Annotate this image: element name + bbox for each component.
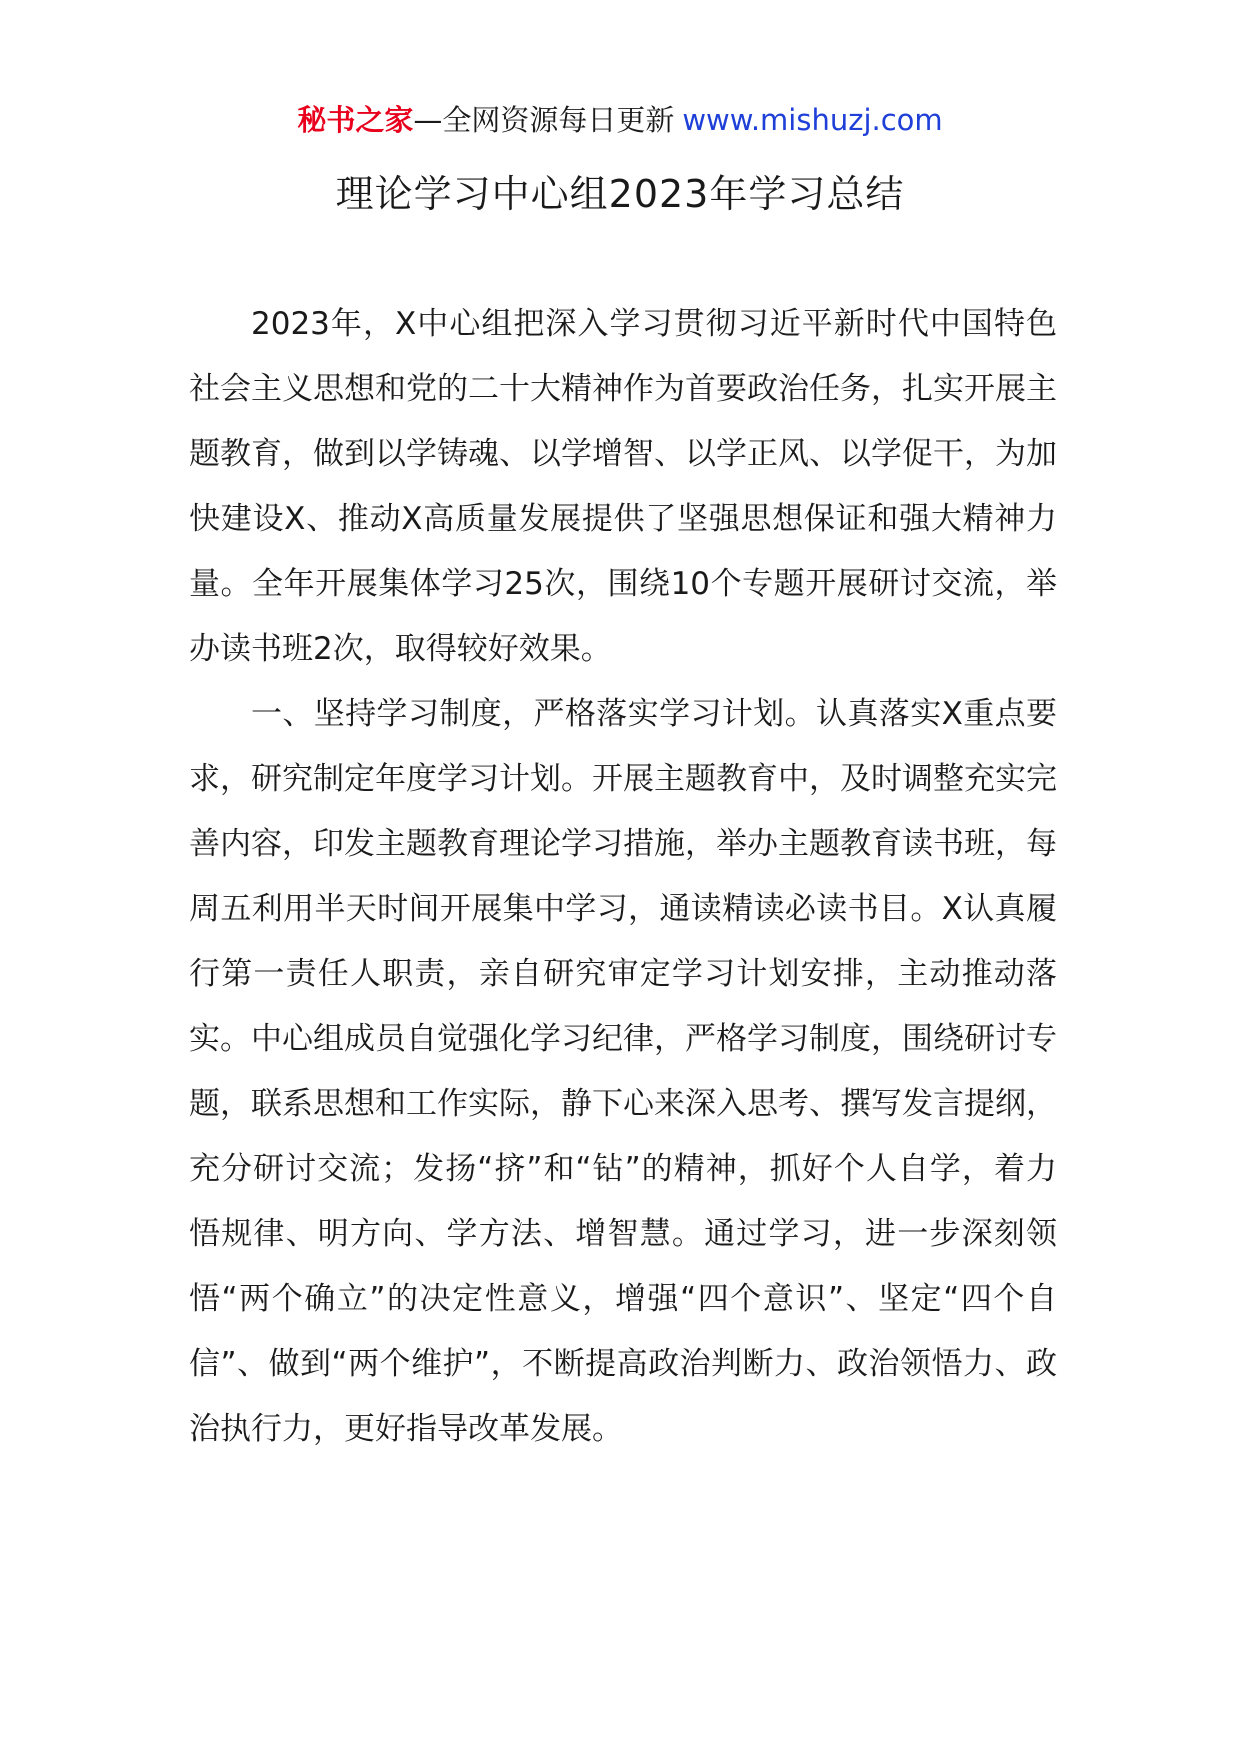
document-title: 理论学习中心组2023年学习总结: [335, 172, 905, 216]
paragraph-intro-text: 2023年，X中心组把深入学习贯彻习近平新时代中国特色社会主义思想和党的二十大精神作为首要政治任务，扎实开展主题教育，做到以学铸魂、以学增智、以学正风、以学促干，为加快建设X、推动X高质量发展提供了坚强思想保证和强大精神力量。全年开展集体学习25次，围绕10个专题开展研讨交流，举办读书班2次，取得较好效果。: [189, 306, 1057, 667]
paragraph-section-1: [189, 682, 1057, 1462]
document-body: [189, 292, 1057, 1462]
site-slogan: —全网资源每日更新: [413, 103, 675, 137]
brand-name: 秘书之家: [297, 103, 414, 137]
section-1-text: 认真落实X重点要求，研究制定年度学习计划。开展主题教育中，及时调整充实完善内容，印发主题教育理论学习措施，举办主题教育读书班，每周五利用半天时间开展集中学习，通读精读必读书目。X认真履行第一责任人职责，亲自研究审定学习计划安排，主动推动落实。中心组成员自觉强化学习纪律，严格学习制度，围绕研讨专题，联系思想和工作实际，静下心来深入思考、撰写发言提纲，充分研讨交流；发扬“挤”和“钻”的精神，抓好个人自学，着力悟规律、明方向、学方法、增智慧。通过学习，进一步深刻领悟“两个确立”的决定性意义，增强“四个意识”、坚定“四个自信”、做到“两个维护”，不断提高政治判断力、政治领悟力、政治执行力，更好指导改革发展。: [189, 696, 1057, 1447]
paragraph-intro: [189, 292, 1057, 682]
site-url-link[interactable]: www.mishuzj.com: [682, 103, 943, 137]
site-header: [0, 98, 1240, 142]
section-1-heading: 一、坚持学习制度，严格落实学习计划。: [251, 696, 817, 732]
